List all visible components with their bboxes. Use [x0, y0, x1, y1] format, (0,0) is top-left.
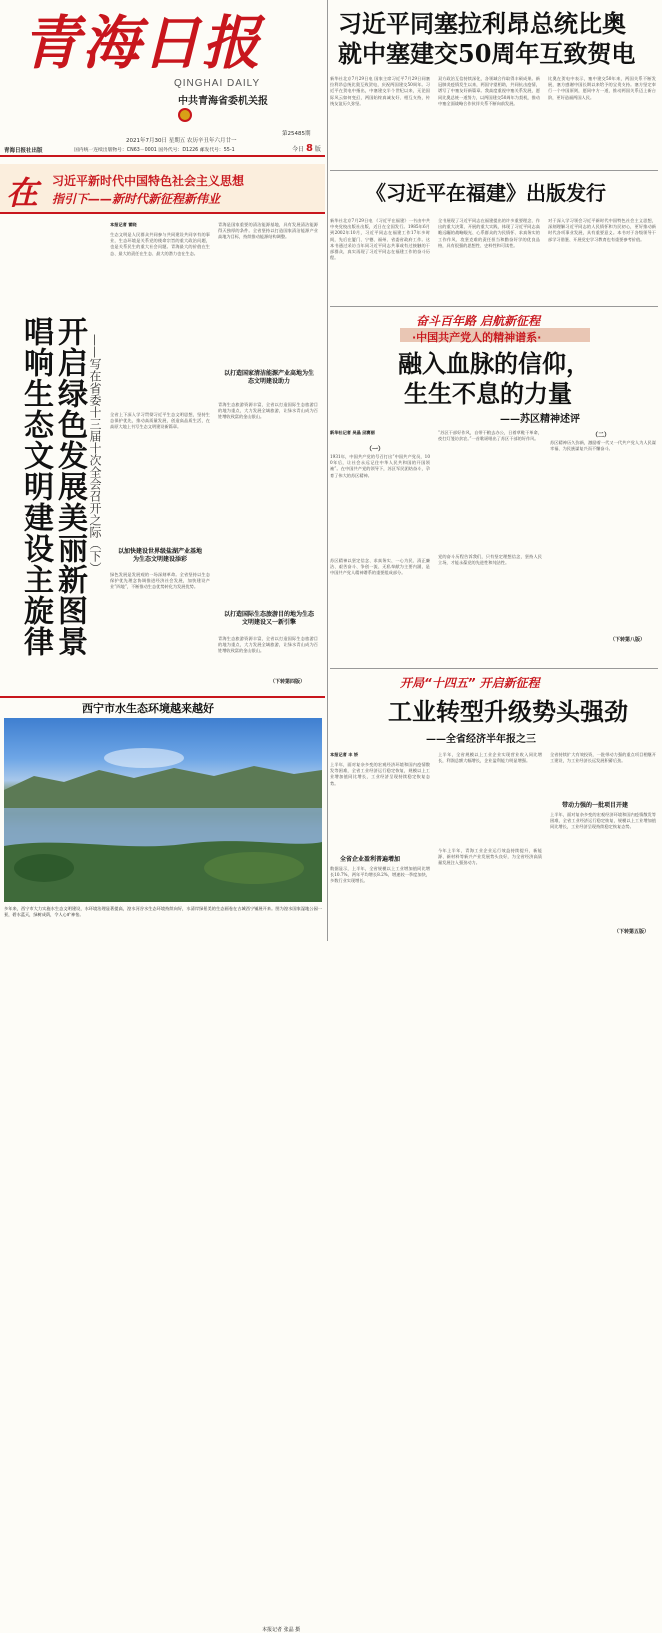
party-kicker: 奋斗百年路 启航新征程 — [416, 314, 541, 328]
theme-banner — [0, 164, 325, 214]
economy-byline: 本报记者 丰 娇 — [330, 752, 359, 757]
feature-side-title: ——写在省委十三届十次全会召开之际（下） — [88, 334, 102, 574]
feature-body-3: 绿色发展是发展观的一场深刻革命。全省坚持以生态保护优先理念协调推进经济社会发展，加快建设产业“四地”，不断推动生态优势转化为发展优势。 — [110, 572, 210, 590]
feature-body-2: 全省上下深入学习贯彻习近平生态文明思想，坚持生态保护优先，推动高质量发展，创造高品质生活，在高原大地上书写生态文明建设新篇章。 — [110, 412, 210, 430]
page-count-unit: 版 — [314, 146, 321, 153]
banner-line-2: 指引下——新时代新征程新伟业 — [52, 192, 221, 206]
feature-body-1: 生态文明是人民群众共同参与共同建设共同享有的事业，生态环境是关系党的使命宗旨的重大政治问题，也是关系民生的重大社会问题。青海最大的价值在生态、最大的责任在生态、最大的潜力也在生态。 — [110, 232, 210, 256]
lead-article — [330, 0, 658, 170]
masthead-pinyin: QINGHAI DAILY — [174, 78, 261, 89]
economy-body-4: 今年上半年，青海工业企业运行效益持续提升，新能源、新材料等新兴产业发展势头良好，为全省经济高质量发展注入强劲动力。 — [438, 848, 542, 866]
feature-byline: 本报记者 雷晓 — [110, 222, 137, 227]
economy-subtitle: ——全省经济半年报之三 — [426, 734, 536, 745]
feature-continued: （下转第四版） — [270, 679, 306, 685]
economy-article — [330, 668, 658, 941]
book-column-1: 新华社北京7月29日电 《习近平在福建》一书由中共中央党校出版社出版，近日在全国发行。1985年6月到2002年10月，习近平同志在福建工作17年多时间，先后在厦门、宁德、福州、省委省政府工作。这本书通过采访当年同习近平同志共事或有过接触的干部群众，真实再现了习近平同志在福建工作的奋斗历程。 — [330, 218, 430, 261]
masthead-title: 青海日报 — [22, 9, 263, 77]
party-headline-1: 融入血脉的信仰， — [398, 349, 590, 378]
landscape-illustration — [4, 718, 322, 902]
book-headline: 《习近平在福建》出版发行 — [366, 181, 606, 205]
feature-body-5: 青海生态旅游资源丰富，全省以打造国际生态旅游目的地为重点，大力发展全域旅游，让绿水青山成为百姓增收致富的金山银山。 — [218, 402, 318, 420]
party-body-5: 苏区精神历久弥新，激励着一代又一代共产党人为人民谋幸福、为民族谋复兴而不懈奋斗。 — [550, 440, 656, 452]
masthead-rule — [0, 155, 325, 157]
feature-headline: 开启绿色发展美丽新图景 唱响生态文明建设主旋律 — [18, 316, 87, 657]
feature-sub-1: 以加快建设世界级盐湖产业基地为生态文明建设添彩 — [118, 548, 203, 563]
party-continued: （下转第八版） — [610, 637, 646, 643]
economy-body-5: 全省持续扩大有效投资，一批带动力强的重点项目相继开工建设，为工业经济长远发展积蓄后劲。 — [550, 752, 656, 764]
economy-sub-2: 带动力强的一批项目开建 — [562, 802, 629, 809]
publisher-label: 青海日报社出版 — [4, 148, 43, 154]
economy-body-1: 上半年，面对复杂多变的宏观经济环境和国内疫情散发等困难，全省工业经济运行稳定恢复，规模以上工业增加值同比增长，工业经济呈现持续稳定恢复态势。 — [330, 762, 430, 786]
feature-sub-2: 以打造国家清洁能源产业高地为生态文明建设助力 — [223, 370, 314, 385]
lead-headline-2: 就中塞建交50周年互致贺电 — [338, 39, 636, 68]
party-article — [330, 306, 658, 666]
photo-title: 西宁市水生态环境越来越好 — [82, 702, 214, 715]
economy-body-2: 数据显示，上半年，全省规模以上工业增加值同比增长10.7%，两年平均增长8.2%，增速较一季度加快，多数行业实现增长。 — [330, 866, 430, 884]
photo-credit: 本报记者 张晶 摄 — [262, 1627, 301, 1633]
book-column-3: 对于深入学习领会习近平新时代中国特色社会主义思想，深刻理解习近平同志的人民情怀和为民初心，更好推动新时代各项事业发展，具有重要意义。本书对于各级领导干部学习借鉴、开展党史学习教育也有重要参考价值。 — [548, 218, 656, 242]
party-headline-2: 生生不息的力量 — [404, 379, 572, 408]
feature-article — [0, 216, 325, 694]
economy-body-6: 上半年，面对复杂多变的宏观经济环境和国内疫情散发等困难，全省工业经济运行稳定恢复，规模以上工业增加值同比增长，工业经济呈现持续稳定恢复态势。 — [550, 812, 656, 830]
book-article — [330, 170, 658, 306]
party-section-1: （一） — [366, 446, 385, 453]
photo-caption: 多年来，西宁市大力实施水生态文明建设，水环境治理显著提高，湟水河谷水生态环境持续向好，水清岸绿景美的生态画卷在古城西宁铺展开来。图为湟水国家湿地公园一景，碧水蓝天，绿树成荫，令人心旷神怡。 — [4, 906, 322, 918]
masthead — [0, 0, 325, 162]
party-body-1: 1931年，中国共产党的号召打出“中国共产党员，100年后，让社会永远记住中华人民共和国的开国领袖”。在中国共产党的领导下，苏区军民团结奋斗，孕育了伟大的苏区精神。 — [330, 454, 430, 478]
party-subtitle: ——苏区精神述评 — [500, 414, 580, 425]
divider — [330, 306, 658, 307]
photo-section — [0, 696, 325, 1633]
page-count-value: 8 — [305, 143, 313, 154]
party-section-2: （二） — [592, 432, 611, 439]
masthead-subtitle: 中共青海省委机关报 — [178, 96, 268, 107]
banner-big-char: 在 — [6, 174, 39, 212]
feature-body-4: 青海是国家重要的清洁能源基地，具有发展清洁能源得天独厚的条件。全省坚持以打造国家清洁能源产业高地为目标，持续推动能源结构调整。 — [218, 222, 318, 240]
river-photo — [4, 718, 322, 902]
page-count-label: 今日 — [292, 146, 305, 153]
book-column-2: 全书展现了习近平同志在福建提出的许多重要理念、作出的重大决策、开展的重大实践，体现了习近平同志高瞻远瞩的战略眼光、心系群众的为民情怀、求真务实的工作作风、攻坚克难的责任担当和勤奋好学的优良品格，具有很强的思想性、史料性和可读性。 — [438, 218, 540, 248]
issue-number: 第25485期 — [282, 131, 311, 137]
economy-continued: （下转第五版） — [614, 929, 650, 935]
column-divider — [327, 0, 328, 941]
page-count — [292, 143, 321, 154]
lead-column-3: 比奥在贺电中表示，塞中建交50年来，两国关系不断发展，塞方感谢中国长期以来给予的宝贵支持。塞方坚定奉行一个中国原则，愿同中方一道，推动两国关系迈上新台阶，更好造福两国人民。 — [548, 76, 656, 100]
divider — [330, 668, 658, 669]
party-kicker-2: ·中国共产党人的精神谱系· — [412, 331, 542, 344]
divider — [330, 170, 658, 171]
banner-rule — [0, 212, 325, 214]
party-body-4: 党的奋斗历程告诉我们，只有坚定理想信念，坚持人民立场，才能永葆党的先进性和纯洁性。 — [438, 554, 542, 566]
party-byline: 新华社记者 吴晶 邱赛丽 — [330, 430, 375, 435]
banner-line-1: 习近平新时代中国特色社会主义思想 — [52, 174, 245, 188]
feature-sub-3: 以打造国际生态旅游目的地为生态文明建设又一新引擎 — [223, 611, 314, 626]
lead-headline-1: 习近平同塞拉利昂总统比奥 — [338, 9, 626, 38]
economy-headline: 工业转型升级势头强劲 — [388, 697, 628, 726]
party-body-3: “苏区干部好作风，自带干粮去办公，日着草鞋干革命，夜打灯笼访贫农。”一首歌谣唱出了苏区干部的好作风。 — [438, 430, 542, 442]
economy-body-3: 上半年，全省规模以上工业企业实现营业收入同比增长，利润总额大幅增长，企业盈利能力明显增强。 — [438, 752, 542, 764]
economy-sub-1: 全省企业盈利普遍增加 — [340, 856, 401, 863]
lead-column-2: 双方政治互信持续深化，各领域合作取得丰硕成果。新冠肺炎疫情发生以来，两国守望相助，共同抗击疫情，谱写了中塞友好新篇章。我高度重视中塞关系发展，愿同比奥总统一道努力，以两国建交50周年为契机，推动中塞全面战略合作伙伴关系不断向前发展。 — [438, 76, 540, 106]
photo-top-rule — [0, 696, 325, 698]
party-emblem — [178, 108, 192, 122]
publication-codes: 国内统一连续出版物号：CN63－0001 国外代号：D1226 邮发代号：55-1 — [74, 148, 235, 153]
party-body-2: 苏区精神以坚定信念、求真务实、一心为民、清正廉洁、艰苦奋斗、争创一流、无私奉献为主要内涵，是中国共产党人精神谱系的重要组成部分。 — [330, 558, 430, 576]
lead-column-1: 新华社北京7月29日电 国家主席习近平7月29日同塞拉利昂总统比奥互致贺电，庆祝两国建交50周年。习近平在贺电中指出，中塞建交半个世纪以来，无论国际风云如何变幻，两国始终真诚友好、相互支持，传统友谊历久弥坚。 — [330, 76, 430, 106]
economy-kicker: 开局“十四五” 开启新征程 — [400, 676, 540, 690]
feature-body-6: 青海生态旅游资源丰富，全省以打造国际生态旅游目的地为重点，大力发展全域旅游，让绿水青山成为百姓增收致富的金山银山。 — [218, 636, 318, 654]
masthead-date: 2021年7月30日 星期五 农历辛丑年六月廿一 — [126, 138, 237, 144]
